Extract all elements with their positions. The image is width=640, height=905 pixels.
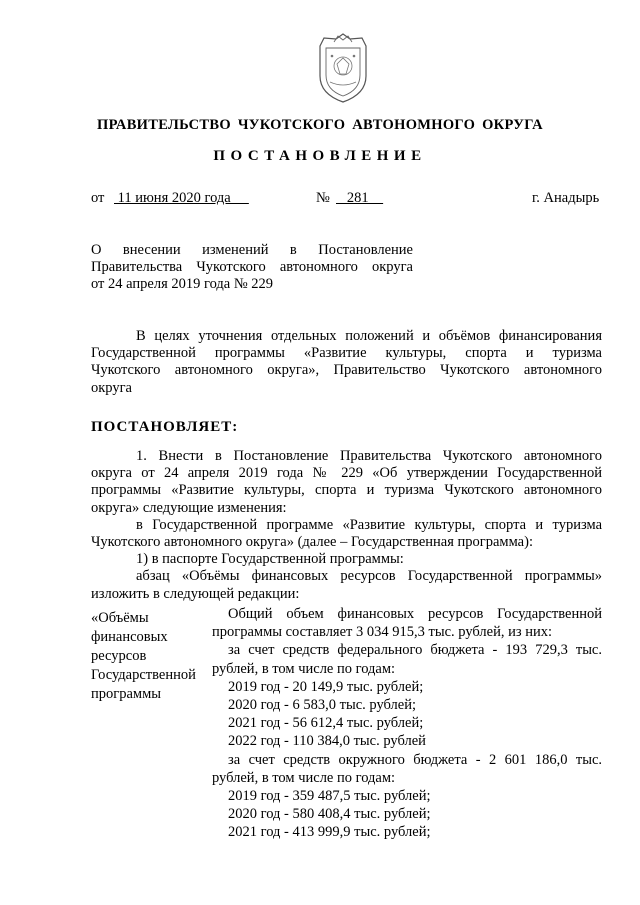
program-line: Чукотского автономного округа» (далее – Государственная программа):: [91, 534, 533, 551]
district-line: рублей, в том числе по годам:: [212, 769, 396, 786]
document-city: г. Анадырь: [532, 190, 600, 206]
organization-title: ПРАВИТЕЛЬСТВО ЧУКОТСКОГО АВТОНОМНОГО ОКРУГА: [97, 117, 543, 133]
total-line: программы составляет 3 034 915,3 тыс. рублей, из них:: [212, 624, 552, 641]
number-prefix: №: [316, 190, 330, 206]
table-left-cell: [91, 609, 211, 704]
program-line: в Государственной программе «Развитие культуры, спорта и туризма: [136, 516, 602, 533]
table-right-cell: [212, 605, 602, 842]
preamble-line: Чукотского автономного округа», Правительство Чукотского автономного: [91, 362, 602, 379]
resolve-heading: ПОСТАНОВЛЯЕТ:: [91, 419, 239, 435]
district-year: 2020 год - 580 408,4 тыс. рублей;: [228, 806, 431, 823]
federal-line: рублей, в том числе по годам:: [212, 660, 396, 677]
left-cell-line: финансовых: [91, 629, 168, 645]
preamble-line: В целях уточнения отдельных положений и объёмов финансирования: [136, 328, 602, 344]
district-year: 2021 год - 413 999,9 тыс. рублей;: [228, 824, 431, 841]
body-text: [91, 448, 602, 603]
date-prefix: от: [91, 190, 105, 206]
left-cell-line: ресурсов: [91, 648, 147, 664]
document-topic: [91, 242, 413, 293]
federal-year: 2021 год - 56 612,4 тыс. рублей;: [228, 715, 424, 732]
preamble: [91, 328, 602, 397]
left-cell-line: программы: [91, 686, 161, 702]
preamble-line: Государственной программы «Развитие культуры, спорта и туризма: [91, 345, 602, 362]
item1-line: 1. Внести в Постановление Правительства Чукотского автономного: [136, 448, 602, 464]
district-line: за счет средств окружного бюджета - 2 601 186,0 тыс.: [228, 751, 602, 768]
federal-year: 2022 год - 110 384,0 тыс. рублей: [228, 733, 426, 750]
item1-line: программы «Развитие культуры, спорта и туризма Чукотского автономного: [91, 482, 602, 499]
document-date: 11 июня 2020 года: [114, 190, 249, 206]
preamble-line: округа: [91, 379, 132, 396]
topic-line: Правительства Чукотского автономного округа: [91, 259, 413, 275]
abzac-line: изложить в следующей редакции:: [91, 585, 300, 602]
abzac-line: абзац «Объёмы финансовых ресурсов Государственной программы»: [136, 568, 602, 585]
item1-line: округа от 24 апреля 2019 года № 229 «Об утверждении Государственной: [91, 465, 602, 482]
federal-year: 2019 год - 20 149,9 тыс. рублей;: [228, 678, 424, 695]
left-cell-line: «Объёмы: [91, 610, 149, 626]
item1-line: округа» следующие изменения:: [91, 499, 287, 516]
coat-of-arms-icon: [310, 30, 376, 106]
topic-line: О внесении изменений в Постановление: [91, 242, 413, 258]
federal-year: 2020 год - 6 583,0 тыс. рублей;: [228, 697, 416, 714]
total-line: Общий объем финансовых ресурсов Государственной: [228, 606, 602, 622]
left-cell-line: Государственной: [91, 667, 196, 683]
topic-line: от 24 апреля 2019 года № 229: [91, 276, 274, 292]
subitem-1: 1) в паспорте Государственной программы:: [136, 551, 404, 568]
document-number: 281: [336, 190, 384, 206]
document-type: ПОСТАНОВЛЕНИЕ: [213, 148, 427, 164]
federal-line: за счет средств федерального бюджета - 193 729,3 тыс.: [228, 642, 602, 659]
district-year: 2019 год - 359 487,5 тыс. рублей;: [228, 788, 431, 805]
